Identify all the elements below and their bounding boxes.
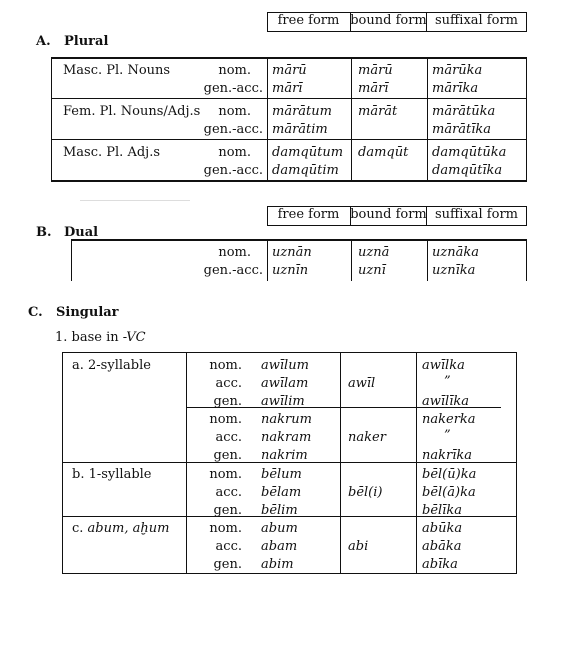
suffixal-form-cell: mārūka (432, 63, 483, 78)
group-label-prefix: c. (72, 521, 88, 536)
case-label: nom. (209, 467, 242, 482)
case-label: gen.-acc. (203, 163, 263, 178)
free-form-cell: abam (261, 539, 298, 554)
case-label: nom. (209, 521, 242, 536)
suffixal-form-cell: nakrīka (422, 448, 473, 463)
section-a-title: Plural (64, 34, 109, 49)
section-c-letter: C. (28, 305, 43, 320)
section-b-letter: B. (36, 225, 52, 240)
case-label: gen. (213, 448, 242, 463)
suffixal-form-cell: damqūtīka (432, 163, 503, 178)
bound-form-cell: mārū (358, 63, 393, 78)
bound-form-cell: mārāt (358, 104, 398, 119)
bound-form-cell: awīl (348, 376, 376, 391)
singular-subheading (55, 330, 146, 345)
case-label: nom. (218, 145, 251, 160)
header-free-form: free form (277, 13, 340, 28)
bound-form-cell: uznā (358, 245, 390, 260)
free-form-cell: mārātim (272, 122, 328, 137)
case-label: acc. (215, 485, 242, 500)
suffixal-form-cell: damqūtūka (432, 145, 507, 160)
suffixal-form-cell: abāka (422, 539, 462, 554)
bound-form-cell: naker (348, 430, 386, 445)
suffixal-form-cell: mārātīka (432, 122, 492, 137)
free-form-cell: damqūtum (272, 145, 344, 160)
suffixal-form-cell: bēl(ā)ka (422, 485, 476, 500)
bound-form-cell: damqūt (358, 145, 409, 160)
bound-form-cell: abi (348, 539, 369, 554)
free-form-cell: uznīn (272, 263, 309, 278)
subheading-vc: -VC (122, 330, 146, 345)
group-label-italic: abum, aḫum (87, 521, 170, 536)
section-b-title: Dual (64, 225, 99, 240)
suffixal-form-cell: uznīka (432, 263, 476, 278)
free-form-cell: mārī (272, 81, 303, 96)
free-form-cell: abum (261, 521, 298, 536)
subheading-prefix: 1. base in (55, 330, 123, 345)
suffixal-form-cell: abīka (422, 557, 458, 572)
case-label: gen. (213, 557, 242, 572)
case-label: gen.-acc. (203, 263, 263, 278)
case-label: nom. (218, 63, 251, 78)
case-label: gen.-acc. (203, 122, 263, 137)
case-label: nom. (218, 245, 251, 260)
header-suffixal-form: suffixal form (435, 13, 518, 28)
suffixal-form-cell: mārīka (432, 81, 479, 96)
case-label: gen. (213, 503, 242, 518)
bound-form-cell: bēl(i) (348, 485, 383, 500)
case-label: acc. (215, 376, 242, 391)
ditto-mark: ” (444, 374, 451, 389)
bound-form-cell: uznī (358, 263, 386, 278)
group-label: a. 2-syllable (72, 358, 151, 373)
case-label: acc. (215, 430, 242, 445)
ditto-mark: ” (444, 428, 451, 443)
bound-form-cell: mārī (358, 81, 389, 96)
suffixal-form-cell: bēlīka (422, 503, 462, 518)
free-form-cell: nakram (261, 430, 312, 445)
case-label: nom. (209, 412, 242, 427)
group-label (72, 521, 169, 536)
free-form-cell: abim (261, 557, 294, 572)
free-form-cell: nakrum (261, 412, 312, 427)
group-label: b. 1-syllable (72, 467, 152, 482)
row-label: Masc. Pl. Adj.s (63, 145, 160, 160)
case-label: gen.-acc. (203, 81, 263, 96)
dual-table (71, 239, 527, 281)
free-form-cell: awīlim (261, 394, 305, 409)
header-suffixal-form: suffixal form (435, 207, 518, 222)
free-form-cell: damqūtim (272, 163, 339, 178)
case-label: acc. (215, 539, 242, 554)
case-label: nom. (218, 104, 251, 119)
row-label: Masc. Pl. Nouns (63, 63, 171, 78)
singular-table (62, 352, 517, 574)
header-free-form: free form (277, 207, 340, 222)
suffixal-form-cell: awīlīka (422, 394, 469, 409)
free-form-cell: nakrim (261, 448, 308, 463)
header-bound-form: bound form (350, 13, 427, 28)
suffixal-form-cell: awīlka (422, 358, 465, 373)
free-form-cell: awīlum (261, 358, 309, 373)
case-label: gen. (213, 394, 242, 409)
suffixal-form-cell: uznāka (432, 245, 479, 260)
free-form-cell: bēlim (261, 503, 298, 518)
suffixal-form-cell: bēl(ū)ka (422, 467, 477, 482)
free-form-cell: bēlam (261, 485, 302, 500)
free-form-cell: mārātum (272, 104, 332, 119)
dual-header (267, 206, 527, 226)
free-form-cell: awīlam (261, 376, 309, 391)
suffixal-form-cell: abūka (422, 521, 463, 536)
case-label: nom. (209, 358, 242, 373)
row-label: Fem. Pl. Nouns/Adj.s (63, 104, 201, 119)
plural-header (267, 12, 527, 32)
suffixal-form-cell: nakerka (422, 412, 476, 427)
section-c-title: Singular (56, 305, 119, 320)
suffixal-form-cell: mārātūka (432, 104, 496, 119)
header-bound-form: bound form (350, 207, 427, 222)
plural-table (51, 57, 527, 182)
section-a-letter: A. (36, 34, 51, 49)
free-form-cell: bēlum (261, 467, 302, 482)
free-form-cell: mārū (272, 63, 307, 78)
free-form-cell: uznān (272, 245, 312, 260)
